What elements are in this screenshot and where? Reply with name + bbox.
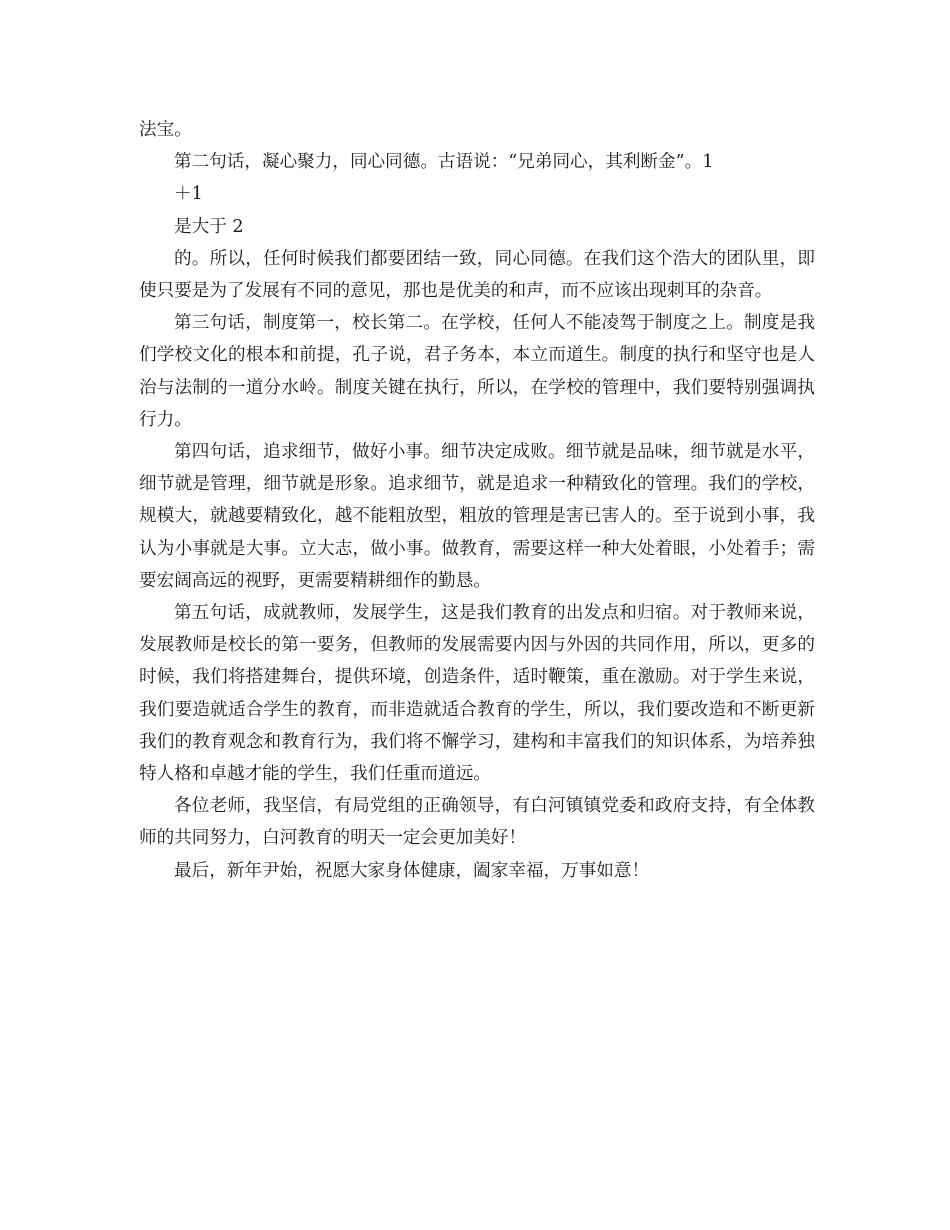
document-body <box>139 114 815 887</box>
paragraph-closing-wishes: 最后，新年尹始，祝愿大家身体健康，阖家幸福，万事如意！ <box>174 860 650 881</box>
paragraph-belief: 各位老师，我坚信，有局党组的正确领导，有白河镇镇党委和政府支持，有全体教师的共同努力，白河教育的明天一定会更加美好！ <box>139 796 815 849</box>
paragraph-fragment-greater-than-two: 是大于 2 <box>174 216 244 237</box>
paragraph-third-point: 第三句话，制度第一，校长第二。在学校，任何人不能凌驾于制度之上。制度是我们学校文化的根本和前提，孔子说，君子务本，本立而道生。制度的执行和坚守也是人治与法制的一道分水岭。制度关键在执行，所以，在学校的管理中，我们要特别强调执行力。 <box>139 313 815 430</box>
paragraph-continuation: 法宝。 <box>139 120 192 140</box>
paragraph-unity: 的。所以，任何时候我们都要团结一致，同心同德。在我们这个浩大的团队里，即使只要是为了发展有不同的意见，那也是优美的和声，而不应该出现刺耳的杂音。 <box>139 248 815 302</box>
paragraph-fourth-point: 第四句话，追求细节，做好小事。细节决定成败。细节就是品味，细节就是水平，细节就是管理，细节就是形象。追求细节，就是追求一种精致化的管理。我们的学校，规模大，就越要精致化，越不能粗放型，粗放的管理是害已害人的。至于说到小事，我认为小事就是大事。立大志，做小事。做教育，需要这样一种大处着眼，小处着手；需要宏阔高远的视野，更需要精耕细作的勤恳。 <box>139 442 815 591</box>
paragraph-second-point: 第二句话，凝心聚力，同心同德。古语说：“兄弟同心，其利断金”。1 <box>174 152 714 173</box>
paragraph-fifth-point: 第五句话，成就教师，发展学生，这是我们教育的出发点和归宿。对于教师来说，发展教师是校长的第一要务，但教师的发展需要内因与外因的共同作用，所以，更多的时候，我们将搭建舞台，提供环境，创造条件，适时鞭策，重在激励。对于学生来说，我们要造就适合学生的教育，而非造就适合教育的学生，所以，我们要改造和不断更新我们的教育观念和教育行为，我们将不懈学习，建构和丰富我们的知识体系，为培养独特人格和卓越才能的学生，我们任重而道远。 <box>139 603 815 785</box>
paragraph-fragment-plus-one: ＋1 <box>174 184 203 205</box>
